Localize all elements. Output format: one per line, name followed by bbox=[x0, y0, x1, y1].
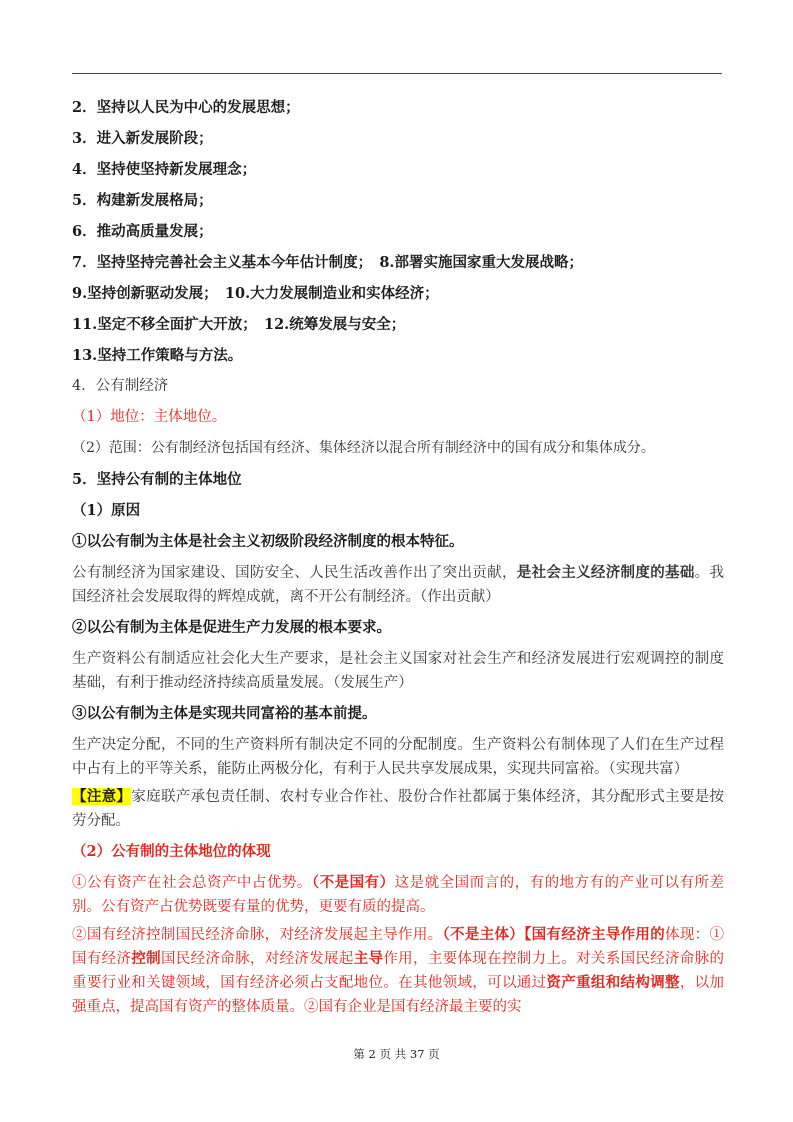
list-item: 3．进入新发展阶段； bbox=[72, 130, 213, 147]
embody-2-text: ②国有经济控制国民经济命脉，对经济发展起主导作用。 bbox=[72, 927, 443, 943]
reason-1-text-end: 。我国经济社会发展取得的辉煌成就，离不开公有制经济。（作出贡献） bbox=[72, 565, 724, 605]
list-item: 13.坚持工作策略与方法。 bbox=[72, 347, 243, 364]
reason-heading: （1）原因 bbox=[72, 502, 141, 519]
embody-2-keyword-restructure: 资产重组和结构调整 bbox=[546, 974, 680, 991]
note-tag: 【注意】 bbox=[72, 788, 132, 805]
list-item: 4．坚持使坚持新发展理念； bbox=[72, 161, 257, 178]
embody-2-emphasis: （不是主体）【国有经济主导作用的 bbox=[442, 926, 666, 943]
reason-1-body bbox=[72, 561, 724, 609]
embody-1-text-end: 这是就全国而言的，有的地方有的产业可以有所差别。公有资产占优势既要有量的优势，更要有质的提高。 bbox=[72, 875, 725, 915]
embody-2 bbox=[72, 923, 724, 1019]
position-line: （1）地位：主体地位。 bbox=[72, 409, 227, 425]
page-footer: 第 2 页 共 37 页 bbox=[353, 1047, 440, 1061]
embody-2-text-e: ，以加强重点，提高国有资产的整体质量。②国有企业是国有经济最主要的实 bbox=[72, 975, 725, 1015]
reason-1-emphasis: 是社会主义经济制度的基础 bbox=[516, 564, 695, 581]
page-body bbox=[72, 92, 724, 1022]
header-rule bbox=[72, 73, 722, 74]
reason-2-body: 生产资料公有制适应社会化大生产要求，是社会主义国家对社会生产和经济发展进行宏观调控的制度基础，有利于推动经济持续高质量发展。（发展生产） bbox=[72, 651, 724, 691]
embody-1-emphasis: （不是国有） bbox=[311, 874, 395, 891]
list-item: 6．推动高质量发展； bbox=[72, 223, 213, 240]
scope-line: （2）范围：公有制经济包括国有经济、集体经济以混合所有制经济中的国有成分和集体成分。 bbox=[72, 440, 655, 456]
embody-2-text-b: 体现：①国有经济 bbox=[72, 927, 725, 967]
embody-2-text-d: 作用，主要体现在控制力上。对关系国民经济命脉的重要行业和关键领域，国有经济必须占支配地位。在其他领域，可以通过 bbox=[72, 951, 725, 991]
section-heading-public-economy: 4．公有制经济 bbox=[72, 378, 169, 394]
embody-2-keyword-lead: 主导 bbox=[353, 950, 384, 967]
reason-1-text: 公有制经济为国家建设、国防安全、人民生活改善作出了突出贡献， bbox=[72, 565, 517, 581]
reason-3-title: ③以公有制为主体是实现共同富裕的基本前提。 bbox=[72, 705, 377, 722]
list-item: 7．坚持坚持完善社会主义基本今年估计制度； 8.部署实施国家重大发展战略； bbox=[72, 254, 583, 271]
list-item: 11.坚定不移全面扩大开放； 12.统筹发展与安全； bbox=[72, 316, 406, 333]
note-text: 家庭联产承包责任制、农村专业合作社、股份合作社都属于集体经济，其分配形式主要是按劳分配。 bbox=[72, 789, 725, 829]
embody-heading: （2）公有制的主体地位的体现 bbox=[72, 843, 271, 860]
list-item: 5．构建新发展格局； bbox=[72, 192, 213, 209]
list-item: 9.坚持创新驱动发展； 10.大力发展制造业和实体经济； bbox=[72, 285, 439, 302]
embody-1 bbox=[72, 871, 724, 919]
note-paragraph bbox=[72, 785, 724, 833]
reason-2-title: ②以公有制为主体是促进生产力发展的根本要求。 bbox=[72, 619, 391, 636]
section-heading-dominance: 5．坚持公有制的主体地位 bbox=[72, 471, 242, 488]
embody-2-text-c: 国民经济命脉，对经济发展起 bbox=[160, 951, 354, 967]
reason-3-body: 生产决定分配，不同的生产资料所有制决定不同的分配制度。生产资料公有制体现了人们在生产过程中占有上的平等关系，能防止两极分化，有利于人民共享发展成果，实现共同富裕。（实现共富） bbox=[72, 737, 724, 777]
list-item: 2．坚持以人民为中心的发展思想； bbox=[72, 99, 300, 116]
embody-2-keyword-control: 控制 bbox=[131, 950, 161, 967]
reason-1-title: ①以公有制为主体是社会主义初级阶段经济制度的根本特征。 bbox=[72, 533, 464, 550]
embody-1-text: ①公有资产在社会总资产中占优势。 bbox=[72, 875, 312, 891]
